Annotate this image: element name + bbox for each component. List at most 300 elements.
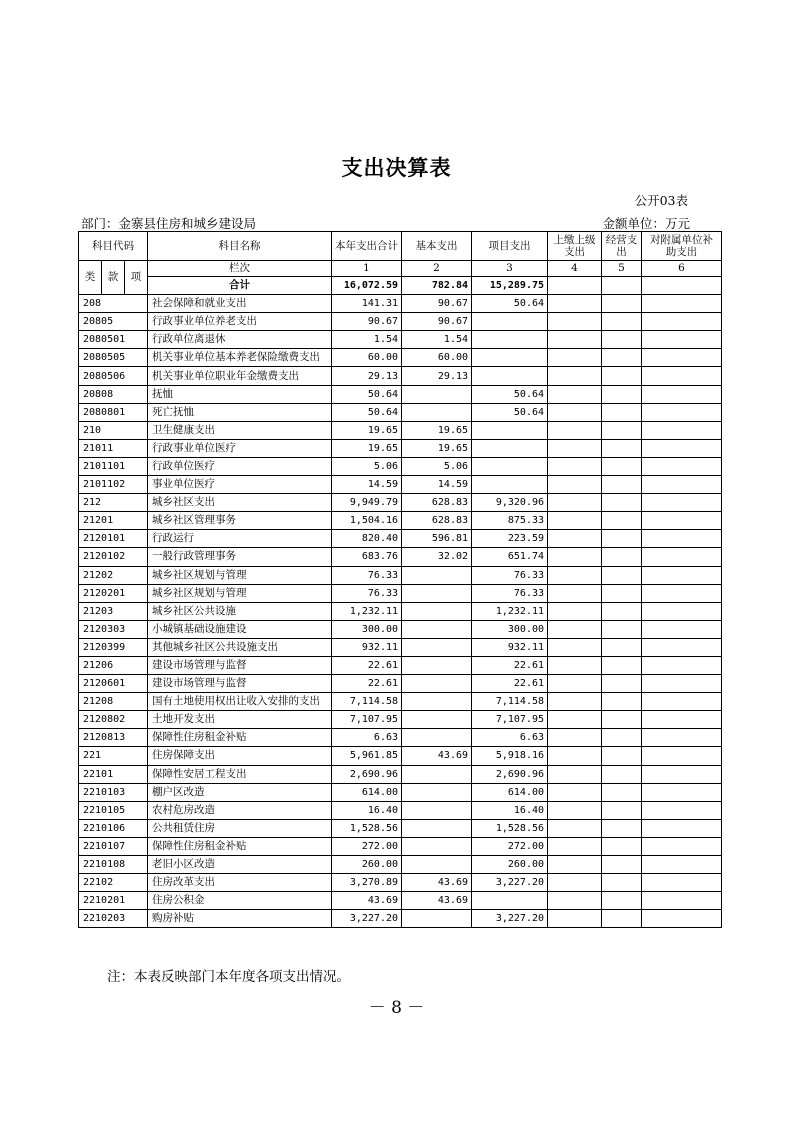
total-project: 15,289.75 <box>472 277 548 295</box>
total-label: 合计 <box>148 277 332 295</box>
row-total: 820.40 <box>332 530 402 548</box>
table-row <box>79 801 722 819</box>
row-upper <box>548 693 602 711</box>
page-title: 支出决算表 <box>341 156 452 180</box>
header-subsidy: 对附属单位补助支出 <box>642 232 722 261</box>
table-row <box>79 602 722 620</box>
row-code: 221 <box>79 747 148 765</box>
total-total: 16,072.59 <box>332 277 402 295</box>
row-project: 9,320.96 <box>472 494 548 512</box>
row-basic <box>402 783 472 801</box>
row-project: 16.40 <box>472 801 548 819</box>
row-upper <box>548 675 602 693</box>
row-business <box>602 313 642 331</box>
table-row <box>79 421 722 439</box>
row-code: 20808 <box>79 385 148 403</box>
table-row <box>79 403 722 421</box>
row-code: 2210106 <box>79 819 148 837</box>
row-total: 683.76 <box>332 548 402 566</box>
row-project <box>472 367 548 385</box>
table-row <box>79 765 722 783</box>
row-total: 141.31 <box>332 295 402 313</box>
header-kuan: 款 <box>102 261 125 295</box>
row-basic <box>402 711 472 729</box>
table-row <box>79 711 722 729</box>
row-name: 保障性住房租金补贴 <box>148 729 332 747</box>
row-total: 22.61 <box>332 656 402 674</box>
row-business <box>602 801 642 819</box>
row-upper <box>548 349 602 367</box>
row-code: 20805 <box>79 313 148 331</box>
row-code: 21201 <box>79 512 148 530</box>
row-total: 260.00 <box>332 856 402 874</box>
row-business <box>602 783 642 801</box>
header-basic: 基本支出 <box>402 232 472 261</box>
row-business <box>602 729 642 747</box>
row-basic <box>402 910 472 928</box>
row-subsidy <box>642 457 722 475</box>
row-project: 875.33 <box>472 512 548 530</box>
table-row <box>79 295 722 313</box>
table-row <box>79 892 722 910</box>
row-upper <box>548 295 602 313</box>
row-subsidy <box>642 765 722 783</box>
row-business <box>602 711 642 729</box>
header-col4: 4 <box>548 261 602 277</box>
row-upper <box>548 385 602 403</box>
row-project: 22.61 <box>472 656 548 674</box>
header-col1: 1 <box>332 261 402 277</box>
row-business <box>602 403 642 421</box>
table-row <box>79 675 722 693</box>
row-name: 死亡抚恤 <box>148 403 332 421</box>
row-name: 购房补贴 <box>148 910 332 928</box>
row-upper <box>548 819 602 837</box>
row-code: 2210105 <box>79 801 148 819</box>
row-name: 行政事业单位医疗 <box>148 439 332 457</box>
row-total: 76.33 <box>332 566 402 584</box>
row-name: 城乡社区管理事务 <box>148 512 332 530</box>
row-code: 2210103 <box>79 783 148 801</box>
table-row <box>79 584 722 602</box>
row-total: 16.40 <box>332 801 402 819</box>
row-upper <box>548 457 602 475</box>
row-basic: 43.69 <box>402 747 472 765</box>
row-total: 29.13 <box>332 367 402 385</box>
header-business: 经营支出 <box>602 232 642 261</box>
row-total: 7,107.95 <box>332 711 402 729</box>
row-code: 2120601 <box>79 675 148 693</box>
row-code: 212 <box>79 494 148 512</box>
table-row <box>79 385 722 403</box>
table-row <box>79 638 722 656</box>
row-subsidy <box>642 801 722 819</box>
row-name: 城乡社区规划与管理 <box>148 566 332 584</box>
row-code: 2210108 <box>79 856 148 874</box>
row-total: 60.00 <box>332 349 402 367</box>
row-upper <box>548 313 602 331</box>
row-business <box>602 693 642 711</box>
total-row <box>79 277 722 295</box>
row-code: 22102 <box>79 874 148 892</box>
row-total: 1,504.16 <box>332 512 402 530</box>
table-row <box>79 313 722 331</box>
row-code: 2120102 <box>79 548 148 566</box>
row-subsidy <box>642 910 722 928</box>
table-row <box>79 837 722 855</box>
row-basic: 90.67 <box>402 313 472 331</box>
row-subsidy <box>642 656 722 674</box>
row-name: 城乡社区支出 <box>148 494 332 512</box>
row-subsidy <box>642 566 722 584</box>
row-name: 其他城乡社区公共设施支出 <box>148 638 332 656</box>
row-total: 3,270.89 <box>332 874 402 892</box>
row-business <box>602 837 642 855</box>
row-upper <box>548 620 602 638</box>
row-project: 2,690.96 <box>472 765 548 783</box>
row-business <box>602 439 642 457</box>
row-total: 272.00 <box>332 837 402 855</box>
header-code: 科目代码 <box>79 232 148 261</box>
row-code: 2120802 <box>79 711 148 729</box>
row-basic: 19.65 <box>402 421 472 439</box>
table-row <box>79 819 722 837</box>
row-code: 2120813 <box>79 729 148 747</box>
amount-unit-label: 金额单位：万元 <box>602 216 690 231</box>
row-project: 7,114.58 <box>472 693 548 711</box>
row-name: 一般行政管理事务 <box>148 548 332 566</box>
row-project: 614.00 <box>472 783 548 801</box>
row-project: 272.00 <box>472 837 548 855</box>
row-subsidy <box>642 602 722 620</box>
table-row <box>79 856 722 874</box>
row-subsidy <box>642 385 722 403</box>
row-upper <box>548 711 602 729</box>
row-upper <box>548 874 602 892</box>
row-code: 2101101 <box>79 457 148 475</box>
row-name: 住房保障支出 <box>148 747 332 765</box>
row-business <box>602 457 642 475</box>
table-row <box>79 457 722 475</box>
row-business <box>602 566 642 584</box>
row-total: 50.64 <box>332 385 402 403</box>
row-code: 210 <box>79 421 148 439</box>
row-subsidy <box>642 439 722 457</box>
row-project: 932.11 <box>472 638 548 656</box>
row-name: 城乡社区公共设施 <box>148 602 332 620</box>
row-project: 1,528.56 <box>472 819 548 837</box>
department-label: 部门：金寨县住房和城乡建设局 <box>81 216 257 231</box>
row-upper <box>548 512 602 530</box>
row-project: 7,107.95 <box>472 711 548 729</box>
row-subsidy <box>642 349 722 367</box>
row-upper <box>548 530 602 548</box>
row-total: 614.00 <box>332 783 402 801</box>
row-total: 7,114.58 <box>332 693 402 711</box>
row-code: 2120201 <box>79 584 148 602</box>
row-business <box>602 331 642 349</box>
table-row <box>79 783 722 801</box>
row-subsidy <box>642 331 722 349</box>
row-total: 14.59 <box>332 476 402 494</box>
row-name: 行政单位离退休 <box>148 331 332 349</box>
row-business <box>602 892 642 910</box>
table-row <box>79 548 722 566</box>
row-upper <box>548 910 602 928</box>
row-subsidy <box>642 367 722 385</box>
header-lei: 类 <box>79 261 102 295</box>
row-total: 1,528.56 <box>332 819 402 837</box>
footnote: 注：本表反映部门本年度各项支出情况。 <box>107 969 350 985</box>
header-name: 科目名称 <box>148 232 332 261</box>
row-total: 5.06 <box>332 457 402 475</box>
row-total: 932.11 <box>332 638 402 656</box>
row-business <box>602 747 642 765</box>
header-total: 本年支出合计 <box>332 232 402 261</box>
header-row-2 <box>79 261 722 277</box>
row-upper <box>548 656 602 674</box>
table-row <box>79 512 722 530</box>
row-basic <box>402 656 472 674</box>
row-subsidy <box>642 494 722 512</box>
row-business <box>602 512 642 530</box>
row-project <box>472 892 548 910</box>
row-basic: 14.59 <box>402 476 472 494</box>
row-name: 住房公积金 <box>148 892 332 910</box>
row-code: 2210203 <box>79 910 148 928</box>
row-upper <box>548 367 602 385</box>
row-total: 22.61 <box>332 675 402 693</box>
row-upper <box>548 837 602 855</box>
row-basic <box>402 819 472 837</box>
row-project: 260.00 <box>472 856 548 874</box>
header-col5: 5 <box>602 261 642 277</box>
row-business <box>602 584 642 602</box>
expenditure-table <box>78 231 722 928</box>
row-total: 76.33 <box>332 584 402 602</box>
row-subsidy <box>642 403 722 421</box>
row-basic <box>402 801 472 819</box>
row-name: 机关事业单位基本养老保险缴费支出 <box>148 349 332 367</box>
row-subsidy <box>642 693 722 711</box>
row-business <box>602 856 642 874</box>
row-upper <box>548 783 602 801</box>
row-business <box>602 638 642 656</box>
row-subsidy <box>642 512 722 530</box>
row-total: 50.64 <box>332 403 402 421</box>
row-business <box>602 548 642 566</box>
row-basic: 628.83 <box>402 494 472 512</box>
row-business <box>602 385 642 403</box>
header-col2: 2 <box>402 261 472 277</box>
row-code: 2080501 <box>79 331 148 349</box>
row-project <box>472 349 548 367</box>
row-name: 建设市场管理与监督 <box>148 675 332 693</box>
row-basic <box>402 620 472 638</box>
total-basic: 782.84 <box>402 277 472 295</box>
row-upper <box>548 421 602 439</box>
row-basic <box>402 729 472 747</box>
row-basic: 43.69 <box>402 892 472 910</box>
row-total: 300.00 <box>332 620 402 638</box>
row-code: 21206 <box>79 656 148 674</box>
row-project: 651.74 <box>472 548 548 566</box>
row-project: 22.61 <box>472 675 548 693</box>
row-subsidy <box>642 892 722 910</box>
row-subsidy <box>642 783 722 801</box>
row-upper <box>548 892 602 910</box>
row-total: 43.69 <box>332 892 402 910</box>
row-upper <box>548 765 602 783</box>
row-upper <box>548 494 602 512</box>
row-code: 2120303 <box>79 620 148 638</box>
table-row <box>79 494 722 512</box>
row-name: 行政事业单位养老支出 <box>148 313 332 331</box>
row-project: 6.63 <box>472 729 548 747</box>
header-xiang: 项 <box>125 261 148 295</box>
row-subsidy <box>642 711 722 729</box>
row-basic: 5.06 <box>402 457 472 475</box>
row-subsidy <box>642 747 722 765</box>
row-basic: 60.00 <box>402 349 472 367</box>
row-project: 50.64 <box>472 295 548 313</box>
row-code: 21011 <box>79 439 148 457</box>
row-name: 机关事业单位职业年金缴费支出 <box>148 367 332 385</box>
row-upper <box>548 584 602 602</box>
row-business <box>602 421 642 439</box>
row-upper <box>548 729 602 747</box>
row-name: 卫生健康支出 <box>148 421 332 439</box>
row-basic <box>402 675 472 693</box>
row-project <box>472 313 548 331</box>
row-upper <box>548 801 602 819</box>
row-business <box>602 656 642 674</box>
row-code: 2210201 <box>79 892 148 910</box>
row-business <box>602 675 642 693</box>
table-row <box>79 349 722 367</box>
row-business <box>602 367 642 385</box>
row-code: 2101102 <box>79 476 148 494</box>
row-name: 住房改革支出 <box>148 874 332 892</box>
row-total: 1,232.11 <box>332 602 402 620</box>
row-total: 6.63 <box>332 729 402 747</box>
row-basic <box>402 856 472 874</box>
row-upper <box>548 403 602 421</box>
table-row <box>79 729 722 747</box>
row-code: 2210107 <box>79 837 148 855</box>
row-code: 21202 <box>79 566 148 584</box>
row-business <box>602 530 642 548</box>
row-subsidy <box>642 530 722 548</box>
row-subsidy <box>642 837 722 855</box>
row-business <box>602 494 642 512</box>
page-number: － 8 － <box>368 998 425 1018</box>
row-business <box>602 295 642 313</box>
row-basic <box>402 385 472 403</box>
row-subsidy <box>642 856 722 874</box>
row-project: 3,227.20 <box>472 910 548 928</box>
row-upper <box>548 476 602 494</box>
row-code: 2080506 <box>79 367 148 385</box>
row-name: 国有土地使用权出让收入安排的支出 <box>148 693 332 711</box>
table-row <box>79 439 722 457</box>
row-upper <box>548 747 602 765</box>
row-subsidy <box>642 584 722 602</box>
header-lanci: 栏次 <box>148 261 332 277</box>
row-basic <box>402 403 472 421</box>
row-subsidy <box>642 874 722 892</box>
row-code: 208 <box>79 295 148 313</box>
row-code: 21203 <box>79 602 148 620</box>
row-basic: 90.67 <box>402 295 472 313</box>
row-project: 76.33 <box>472 584 548 602</box>
row-code: 21208 <box>79 693 148 711</box>
row-name: 棚户区改造 <box>148 783 332 801</box>
row-basic: 596.81 <box>402 530 472 548</box>
row-basic <box>402 566 472 584</box>
row-project <box>472 457 548 475</box>
row-subsidy <box>642 675 722 693</box>
row-total: 9,949.79 <box>332 494 402 512</box>
row-business <box>602 602 642 620</box>
row-project <box>472 421 548 439</box>
row-basic <box>402 765 472 783</box>
table-row <box>79 331 722 349</box>
row-basic <box>402 602 472 620</box>
row-total: 19.65 <box>332 421 402 439</box>
table-row <box>79 530 722 548</box>
row-business <box>602 910 642 928</box>
row-upper <box>548 856 602 874</box>
row-code: 2120399 <box>79 638 148 656</box>
row-business <box>602 765 642 783</box>
row-project: 76.33 <box>472 566 548 584</box>
row-name: 行政单位医疗 <box>148 457 332 475</box>
row-upper <box>548 638 602 656</box>
row-upper <box>548 566 602 584</box>
row-basic: 628.83 <box>402 512 472 530</box>
row-name: 保障性住房租金补贴 <box>148 837 332 855</box>
row-basic: 29.13 <box>402 367 472 385</box>
row-upper <box>548 331 602 349</box>
row-basic: 43.69 <box>402 874 472 892</box>
row-subsidy <box>642 638 722 656</box>
row-upper <box>548 439 602 457</box>
row-code: 2120101 <box>79 530 148 548</box>
header-col3: 3 <box>472 261 548 277</box>
row-upper <box>548 602 602 620</box>
row-business <box>602 476 642 494</box>
row-total: 5,961.85 <box>332 747 402 765</box>
row-project: 50.64 <box>472 385 548 403</box>
header-col6: 6 <box>642 261 722 277</box>
row-basic <box>402 584 472 602</box>
table-number: 公开03表 <box>634 193 688 208</box>
row-name: 农村危房改造 <box>148 801 332 819</box>
row-code: 2080505 <box>79 349 148 367</box>
row-code: 2080801 <box>79 403 148 421</box>
row-basic: 19.65 <box>402 439 472 457</box>
row-name: 土地开发支出 <box>148 711 332 729</box>
row-basic <box>402 638 472 656</box>
table-body <box>79 295 722 928</box>
table-row <box>79 367 722 385</box>
row-name: 行政运行 <box>148 530 332 548</box>
row-total: 2,690.96 <box>332 765 402 783</box>
row-business <box>602 620 642 638</box>
row-name: 保障性安居工程支出 <box>148 765 332 783</box>
row-basic: 32.02 <box>402 548 472 566</box>
